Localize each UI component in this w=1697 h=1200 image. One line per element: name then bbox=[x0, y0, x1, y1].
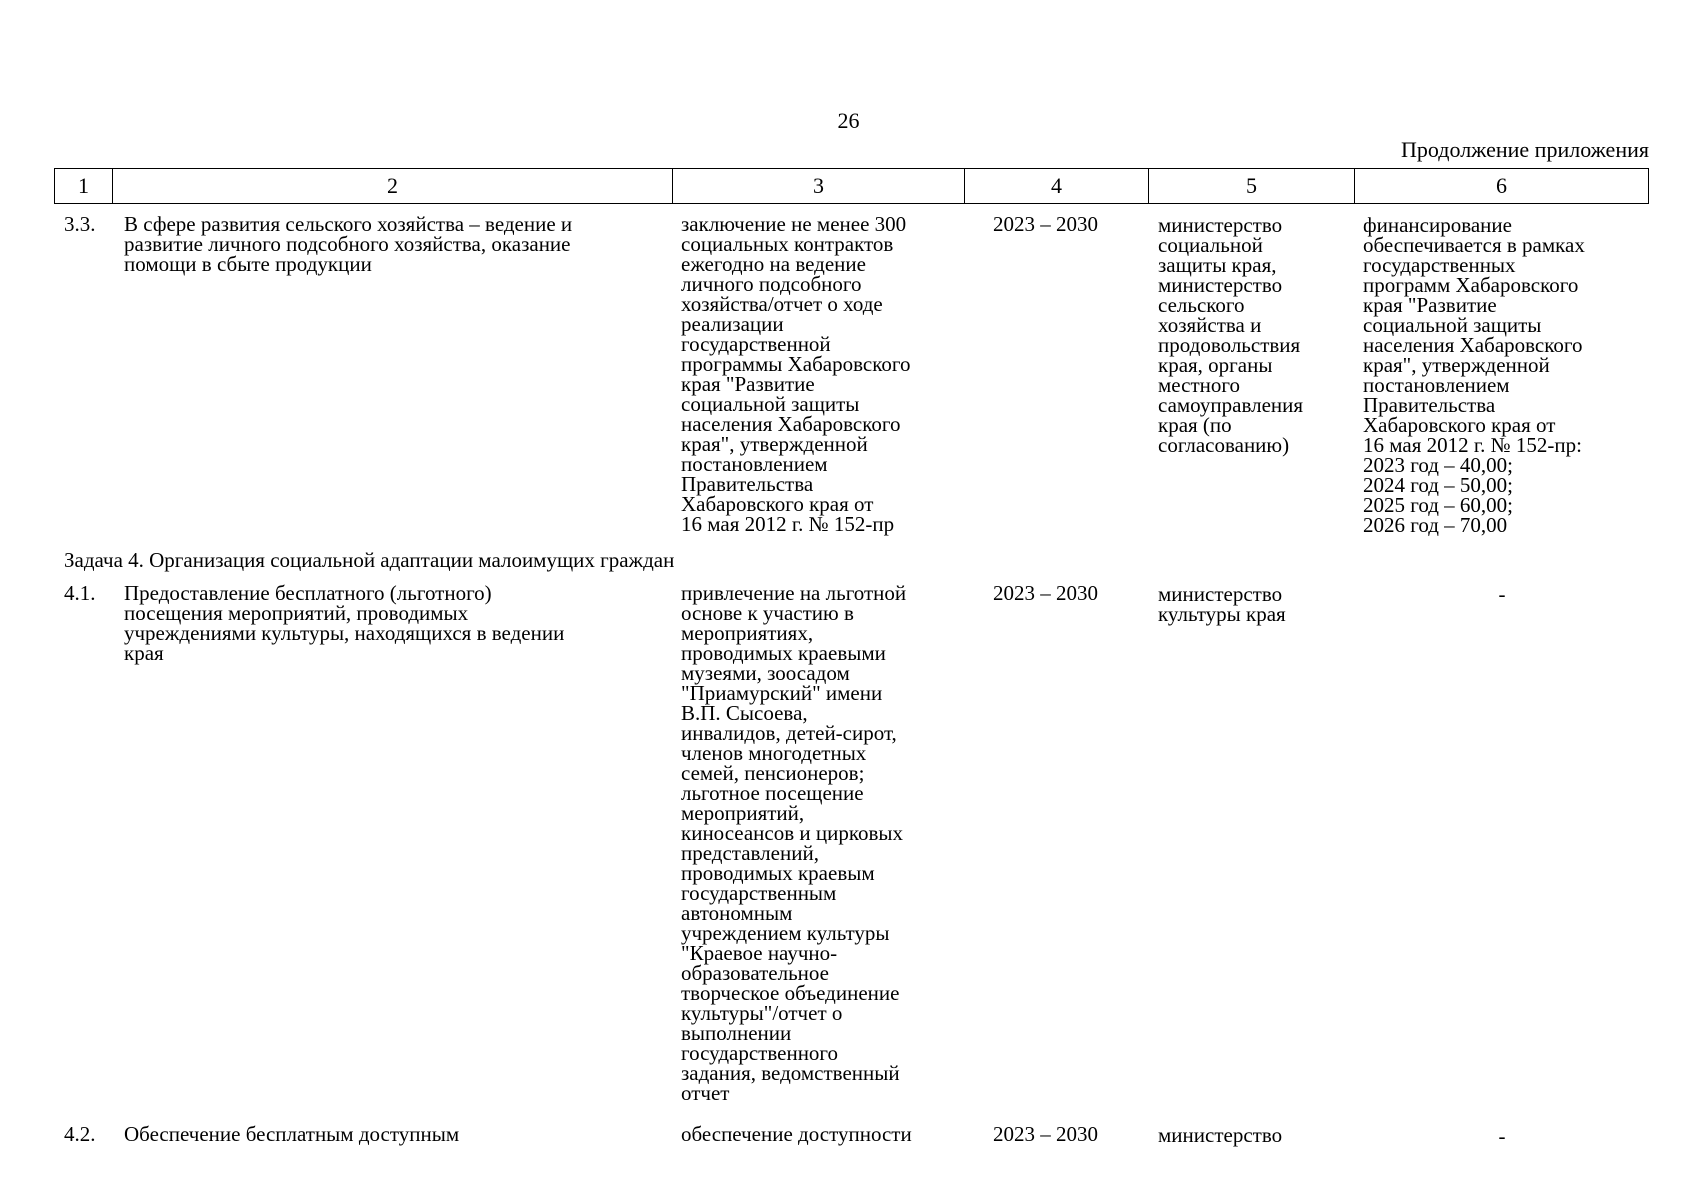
row-4-1-number: 4.1. bbox=[64, 581, 96, 605]
row-3-3-executor: министерство социальной защиты края, министерство сельского хозяйства и продовольствия края, органы местного самоуправления края (по согласованию) bbox=[1158, 213, 1304, 457]
row-3-3-measure: В сфере развития сельского хозяйства – ведение и развитие личного подсобного хозяйства, оказание помощи в сбыте продукции bbox=[124, 212, 573, 276]
row-3-3-financing: финансирование обеспечивается в рамках государственных программ Хабаровского края "Развитие социальной защиты населения Хабаровского края", утвержденной постановлением Правительства Хабаровского края от 16 мая 2012 г. № 152-пр: 2023 год – 40,00; 2024 год – 50,00; 2025 год – 60,00; 2026 год – 70,00 bbox=[1363, 213, 1585, 537]
header-col-3: 3 bbox=[673, 169, 965, 204]
row-3-3-result: заключение не менее 300 социальных контрактов ежегодно на ведение личного подсобного хозяйства/отчет о ходе реализации государственной программы Хабаровского края "Развитие социальной защиты населения Хабаровского края", утвержденной постановлением Правительства Хабаровского края от 16 мая 2012 г. № 152-пр bbox=[681, 212, 911, 536]
header-col-6: 6 bbox=[1355, 169, 1649, 204]
row-4-2-executor: министерство bbox=[1158, 1123, 1283, 1147]
row-4-1-years: 2023 – 2030 bbox=[993, 581, 1098, 605]
row-4-2-financing: - bbox=[1498, 1124, 1506, 1148]
row-4-2-years: 2023 – 2030 bbox=[993, 1122, 1098, 1146]
row-4-1-result: привлечение на льготной основе к участию в мероприятиях, проводимых краевыми музеями, зоосадом "Приамурский" имени В.П. Сысоева, инвалидов, детей-сирот, членов многодетных семей, пенсионеров; льготное посещение мероприятий, киносеансов и цирковых представлений, проводимых краевым государственным автономным учреждением культуры "Краевое научно- образовательное творческое объединение культуры"/отчет о выполнении государственного задания, ведомственный отчет bbox=[681, 581, 907, 1105]
row-3-3-number: 3.3. bbox=[64, 212, 96, 236]
page-number: 26 bbox=[837, 108, 860, 133]
row-4-1-measure: Предоставление бесплатного (льготного) посещения мероприятий, проводимых учреждениями культуры, находящихся в ведении края bbox=[124, 581, 565, 665]
row-4-1-executor: министерство культуры края bbox=[1158, 582, 1286, 626]
header-row bbox=[55, 169, 1649, 204]
row-4-2-measure: Обеспечение бесплатным доступным bbox=[124, 1122, 460, 1146]
row-4-1-financing: - bbox=[1498, 582, 1506, 606]
column-header-table bbox=[54, 168, 1649, 204]
header-col-2: 2 bbox=[113, 169, 673, 204]
task-4-heading: Задача 4. Организация социальной адаптации малоимущих граждан bbox=[64, 548, 675, 572]
continuation-label: Продолжение приложения bbox=[1401, 137, 1649, 162]
row-3-3-years: 2023 – 2030 bbox=[993, 212, 1098, 236]
row-4-2-result: обеспечение доступности bbox=[681, 1122, 912, 1146]
header-col-1: 1 bbox=[55, 169, 113, 204]
row-4-2-number: 4.2. bbox=[64, 1122, 96, 1146]
header-col-5: 5 bbox=[1149, 169, 1355, 204]
header-col-4: 4 bbox=[965, 169, 1149, 204]
